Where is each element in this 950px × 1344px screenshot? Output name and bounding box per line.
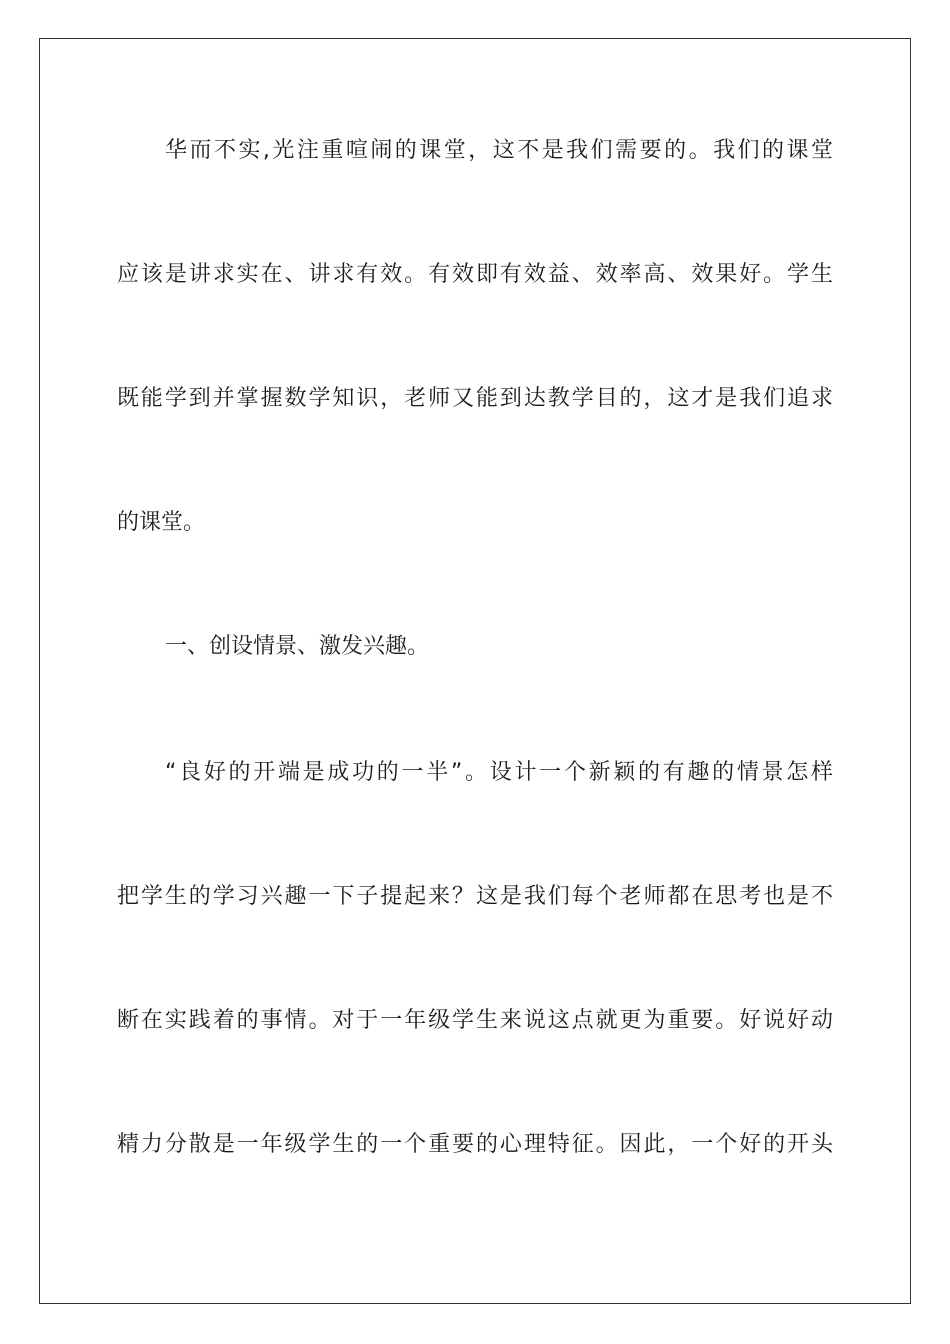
paragraph-1-line-3: 既能学到并掌握数学知识，老师又能到达教学目的，这才是我们追求 (117, 386, 833, 411)
paragraph-2-line-4: 精力分散是一年级学生的一个重要的心理特征。因此，一个好的开头 (117, 1132, 833, 1157)
section-heading: 一、创设情景、激发兴趣。 (165, 634, 430, 659)
page-frame (39, 38, 911, 1304)
paragraph-2-line-3: 断在实践着的事情。对于一年级学生来说这点就更为重要。好说好动 (117, 1008, 833, 1033)
paragraph-1-line-4: 的课堂。 (117, 510, 206, 535)
paragraph-1-line-2: 应该是讲求实在、讲求有效。有效即有效益、效率高、效果好。学生 (117, 262, 833, 287)
paragraph-2-line-2: 把学生的学习兴趣一下子提起来？这是我们每个老师都在思考也是不 (117, 884, 833, 909)
paragraph-2-line-1: “良好的开端是成功的一半”。设计一个新颖的有趣的情景怎样 (165, 760, 833, 785)
paragraph-1-line-1: 华而不实,光注重喧闹的课堂，这不是我们需要的。我们的课堂 (165, 138, 833, 163)
